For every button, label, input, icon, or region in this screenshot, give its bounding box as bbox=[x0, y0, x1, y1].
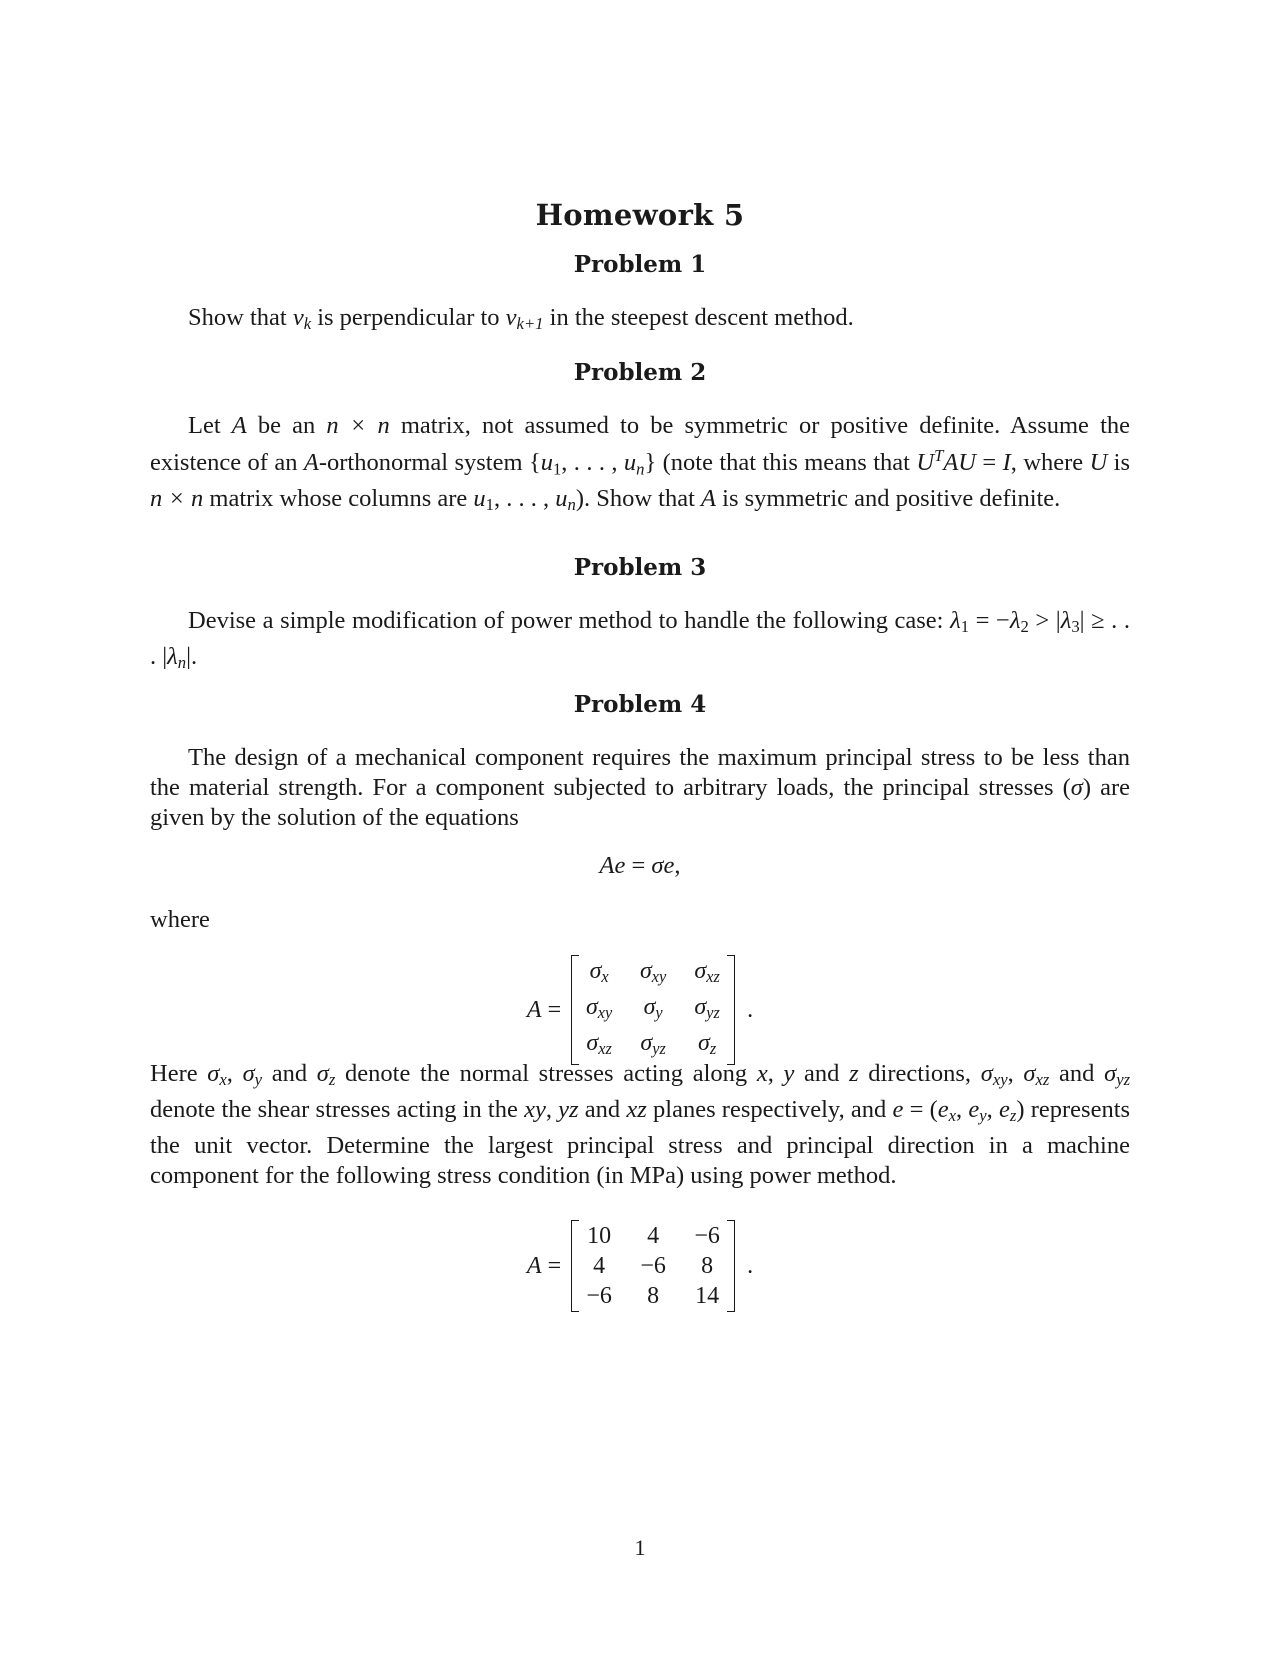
matrix-cell: $\sigma_{yz}$ bbox=[694, 994, 720, 1023]
eigen-equation: Ae = σe, bbox=[599, 852, 681, 879]
matrix-cell: −6 bbox=[640, 1253, 666, 1279]
matrix-cell: −6 bbox=[694, 1223, 720, 1249]
matrix-cell: 4 bbox=[593, 1253, 606, 1279]
matrix-cell: $\sigma_{xy}$ bbox=[639, 958, 667, 987]
matrix-body bbox=[571, 1220, 735, 1312]
matrix-cell: 4 bbox=[647, 1223, 660, 1249]
page-number: 1 bbox=[634, 1535, 646, 1560]
problem-4-intro: The design of a mechanical component requires the maximum principal stress to be less than the material strength. For a component subjected to arbitrary loads, the principal stresses (σ) are given by the solution of the equations bbox=[150, 744, 1130, 831]
document-page bbox=[150, 0, 1130, 1656]
matrix-cell: $\sigma_x$ bbox=[589, 958, 609, 987]
problem-2-text: Let A be an n × n matrix, not assumed to be symmetric or positive definite. Assume the existence of an A-orthonormal system {$u_1$, . . . , $u_n$} (note that this means that $U^TAU = I$, where U is n × n matrix whose columns are $u_1$, . . . , $u_n$). Show that A is symmetric and positive definite. bbox=[150, 412, 1130, 515]
matrix-cell: 14 bbox=[695, 1283, 720, 1309]
problem-2-heading: Problem 2 bbox=[573, 359, 707, 386]
matrix-label: A = bbox=[526, 1252, 562, 1279]
problem-4-heading: Problem 4 bbox=[573, 691, 707, 718]
symbolic-stress-matrix: A = $\sigma_x$ $\sigma_{xy}$ $\sigma_{xz}$ $\sigma_{xy}$ $\sigma_y$ $\sigma_{yz}$ $\sigma_{xz}$ $\sigma_{yz}$ $\sigma_z$ . bbox=[150, 955, 1130, 1065]
page-title: Homework 5 bbox=[535, 198, 745, 232]
matrix-cell: $\sigma_{xz}$ bbox=[694, 958, 720, 987]
matrix-cell: $\sigma_{xz}$ bbox=[586, 1030, 612, 1059]
matrix-cell: $\sigma_{xy}$ bbox=[585, 994, 613, 1023]
problem-4-explanation: Here $\sigma_x$, $\sigma_y$ and $\sigma_z$ denote the normal stresses acting along x, y and z directions, $\sigma_{xy}$, $\sigma_{xz}$ and $\sigma_{yz}$ denote the shear stresses acting in the xy, yz and xz planes respectively, and $e = (e_x$, $e_y$, $e_z$) represents the unit vector. Determine the largest principal stress and principal direction in a machine component for the following stress condition (in MPa) using power method. bbox=[150, 1060, 1131, 1190]
matrix-cell: 10 bbox=[587, 1223, 612, 1249]
matrix-cell: −6 bbox=[586, 1283, 612, 1309]
matrix-cell: $\sigma_y$ bbox=[643, 994, 663, 1023]
problem-1-text: Show that $v_k$ is perpendicular to $v_{k+1}$ in the steepest descent method. bbox=[188, 304, 854, 334]
matrix-label: A = bbox=[526, 996, 562, 1023]
numeric-stress-matrix: A = 10 4 −6 4 −6 8 −6 8 14 . bbox=[150, 1220, 1130, 1312]
matrix-cell: 8 bbox=[701, 1253, 714, 1279]
matrix-body bbox=[571, 955, 735, 1065]
problem-3-text: Devise a simple modification of power method to handle the following case: $\lambda_1 = -\lambda_2 > |\lambda_3|$ ≥ . . . $|\lambda_n|$. bbox=[150, 607, 1130, 673]
matrix-cell: 8 bbox=[647, 1283, 660, 1309]
problem-1-heading: Problem 1 bbox=[573, 251, 707, 278]
problem-3-heading: Problem 3 bbox=[573, 554, 707, 581]
matrix-cell: $\sigma_z$ bbox=[698, 1030, 717, 1059]
where-text: where bbox=[150, 906, 210, 933]
matrix-cell: $\sigma_{yz}$ bbox=[640, 1030, 666, 1059]
